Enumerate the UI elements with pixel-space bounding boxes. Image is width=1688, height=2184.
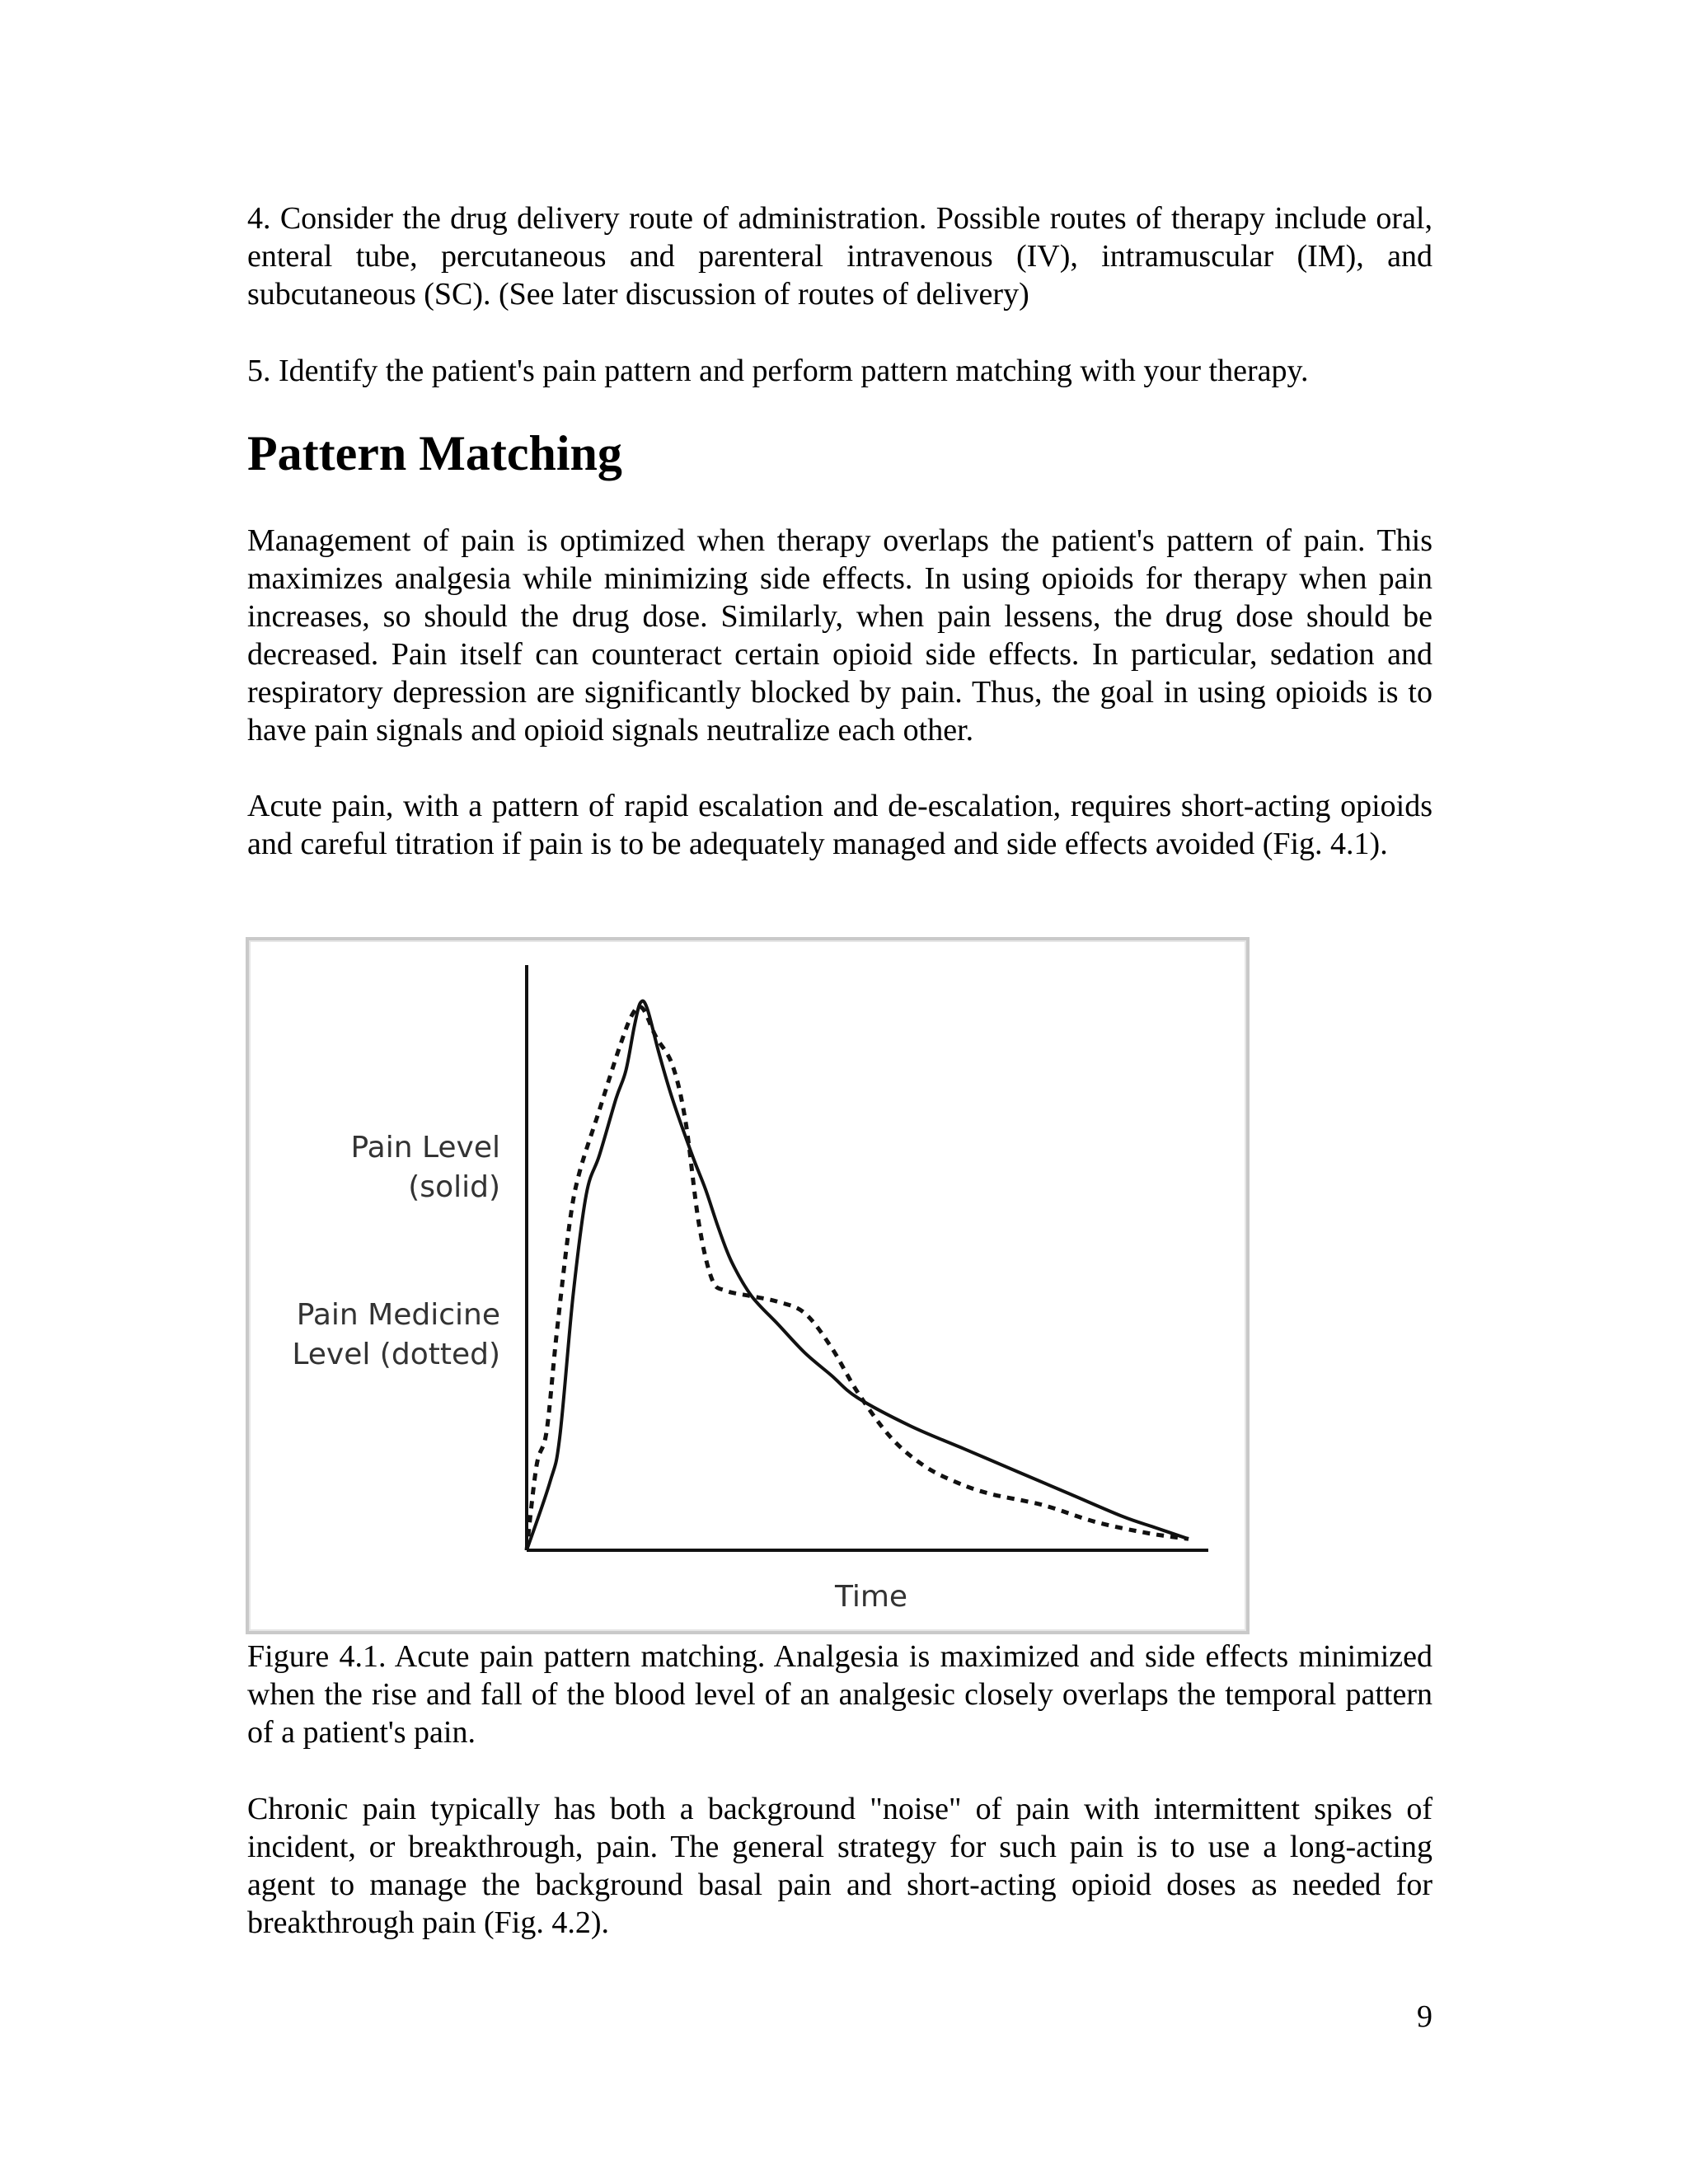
- page-number: 9: [1417, 1999, 1432, 2034]
- paragraph-acute-pain: Acute pain, with a pattern of rapid escalation and de-escalation, requires short-acting opioids and careful titration if pain is to be adequately managed and side effects avoided (Fig. 4.1).: [247, 789, 1432, 861]
- figure-4-1: [246, 937, 1250, 1634]
- y-label-line-3: Pain Medicine: [296, 1298, 500, 1332]
- figure-caption: Figure 4.1. Acute pain pattern matching. Analgesia is maximized and side effects minimized when the rise and fall of the blood level of an analgesic closely overlaps the temporal pattern of a patient's pain.: [247, 1639, 1432, 1750]
- paragraph-item-5: 5. Identify the patient's pain pattern and perform pattern matching with your therapy.: [247, 354, 1309, 388]
- series-layer: [527, 1001, 1189, 1550]
- y-label-line-2: (solid): [408, 1170, 500, 1204]
- section-heading: Pattern Matching: [247, 426, 622, 480]
- x-axis-label: Time: [834, 1580, 908, 1614]
- y-label-line-4: Level (dotted): [292, 1338, 500, 1371]
- y-label-line-1: Pain Level: [350, 1131, 500, 1165]
- paragraph-management: Management of pain is optimized when therapy overlaps the patient's pattern of pain. This maximizes analgesia while minimizing side effects. In using opioids for therapy when pain increases, so should the drug dose. Similarly, when pain lessens, the drug dose should be decreased. Pain itself can counteract certain opioid side effects. In particular, sedation and respiratory depression are significantly blocked by pain. Thus, the goal in using opioids is to have pain signals and opioid signals neutralize each other.: [247, 523, 1432, 748]
- series-line-pain-solid: [527, 1001, 1189, 1550]
- paragraph-chronic-pain: Chronic pain typically has both a background "noise" of pain with intermittent spikes of incident, or breakthrough, pain. The general strategy for such pain is to use a long-acting agent to manage the background basal pain and short-acting opioid doses as needed for breakthrough pain (Fig. 4.2).: [247, 1792, 1432, 1940]
- paragraph-item-4: 4. Consider the drug delivery route of administration. Possible routes of therapy include oral, enteral tube, percutaneous and parenteral intravenous (IV), intramuscular (IM), and subcutaneous (SC). (See later discussion of routes of delivery): [247, 201, 1432, 312]
- series-line-medicine-dotted: [527, 1006, 1189, 1550]
- pain-pattern-chart: [249, 940, 1246, 1631]
